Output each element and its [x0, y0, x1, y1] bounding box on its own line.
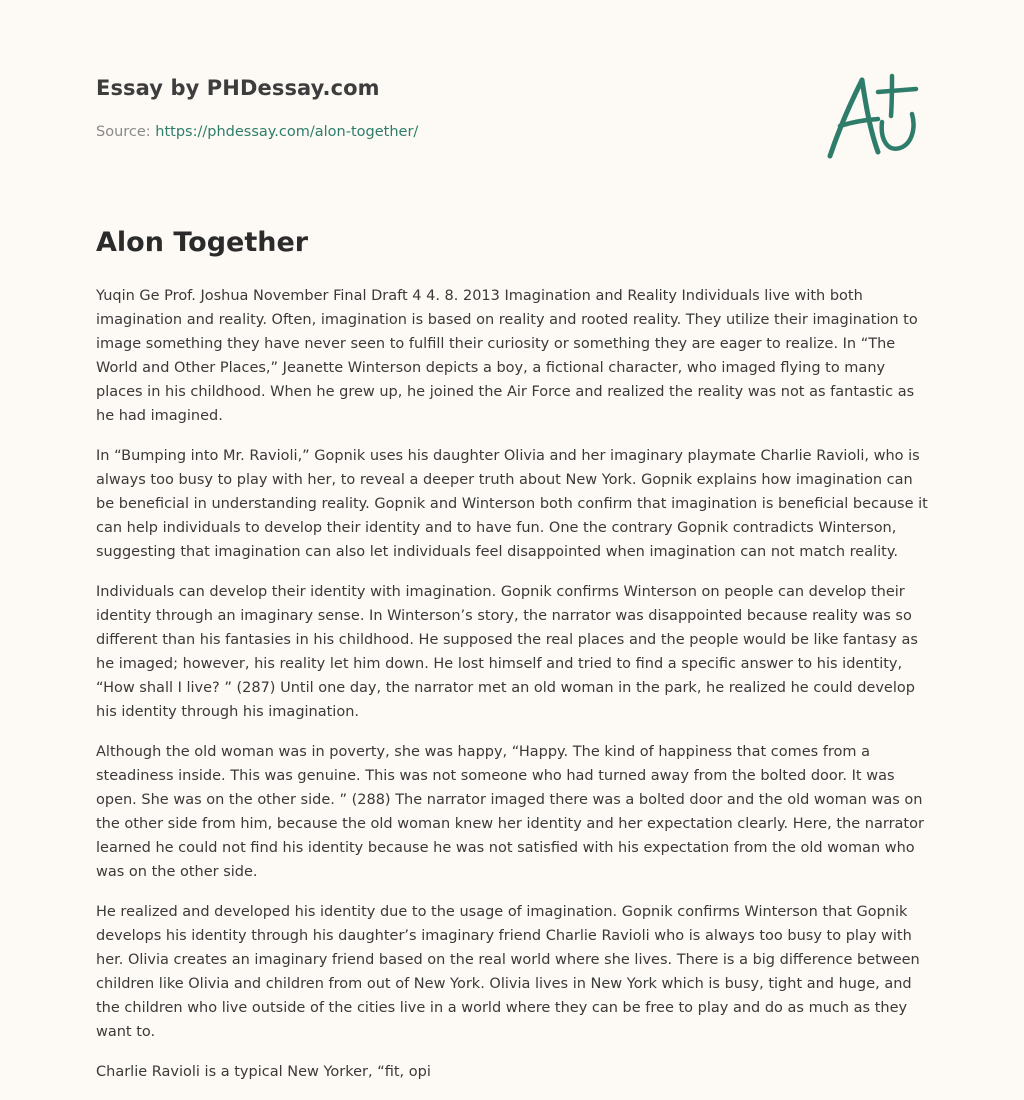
essay-paragraph: Yuqin Ge Prof. Joshua November Final Draft 4 4. 8. 2013 Imagination and Reality Individuals live with both imagination and reality. Often, imagination is based on reality and rooted reality. They utilize their imagination to image something they have never seen to fulfill their curiosity or something they are eager to realize. In “The World and Other Places,” Jeanette Winterson depicts a boy, a fictional character, who imaged flying to many places in his childhood. When he grew up, he joined the Air Force and realized the reality was not as fantastic as he had imagined.	[96, 288, 918, 424]
essay-title: Alon Together	[96, 227, 309, 258]
site-title: Essay by PHDessay.com	[96, 76, 380, 100]
a-plus-grade-icon	[822, 70, 922, 162]
essay-paragraph: Although the old woman was in poverty, she was happy, “Happy. The kind of happiness that comes from a steadiness inside. This was genuine. This was not someone who had turned away from the bolted door. It was open. She was on the other side. ” (288) The narrator imaged there was a bolted door and the old woman was on the other side from him, because the old woman knew her identity and her expectation clearly. Here, the narrator learned he could not find his identity because he was not satisfied with his expectation from the old woman who was on the other side.	[96, 744, 924, 880]
source-line	[96, 124, 418, 140]
source-label: Source:	[96, 124, 151, 140]
essay-paragraph: He realized and developed his identity due to the usage of imagination. Gopnik confirms Winterson that Gopnik develops his identity through his daughter’s imaginary friend Charlie Ravioli who is always too busy to play with her. Olivia creates an imaginary friend based on the real world where she lives. There is a big difference between children like Olivia and children from out of New York. Olivia lives in New York which is busy, tight and huge, and the children who live outside of the cities live in a world where they can be free to play and do as much as they want to.	[96, 904, 920, 1040]
essay-body	[96, 284, 928, 1100]
essay-paragraph: Individuals can develop their identity with imagination. Gopnik confirms Winterson on people can develop their identity through an imaginary sense. In Winterson’s story, the narrator was disappointed because reality was so different than his fantasies in his childhood. He supposed the real places and the people would be like fantasy as he imaged; however, his reality let him down. He lost himself and tried to find a specific answer to his identity, “How shall I live? ” (287) Until one day, the narrator met an old woman in the park, he realized he could develop his identity through his imagination.	[96, 584, 918, 720]
essay-page	[96, 0, 928, 1100]
essay-paragraph: Charlie Ravioli is a typical New Yorker, “fit, opi	[96, 1064, 431, 1080]
source-link[interactable]: https://phdessay.com/alon-together/	[155, 124, 419, 140]
essay-paragraph: In “Bumping into Mr. Ravioli,” Gopnik uses his daughter Olivia and her imaginary playmate Charlie Ravioli, who is always too busy to play with her, to reveal a deeper truth about New York. Gopnik explains how imagination can be beneficial in understanding reality. Gopnik and Winterson both confirm that imagination is beneficial because it can help individuals to develop their identity and to have fun. One the contrary Gopnik contradicts Winterson, suggesting that imagination can also let individuals feel disappointed when imagination can not match reality.	[96, 448, 928, 560]
page-header	[96, 76, 928, 176]
